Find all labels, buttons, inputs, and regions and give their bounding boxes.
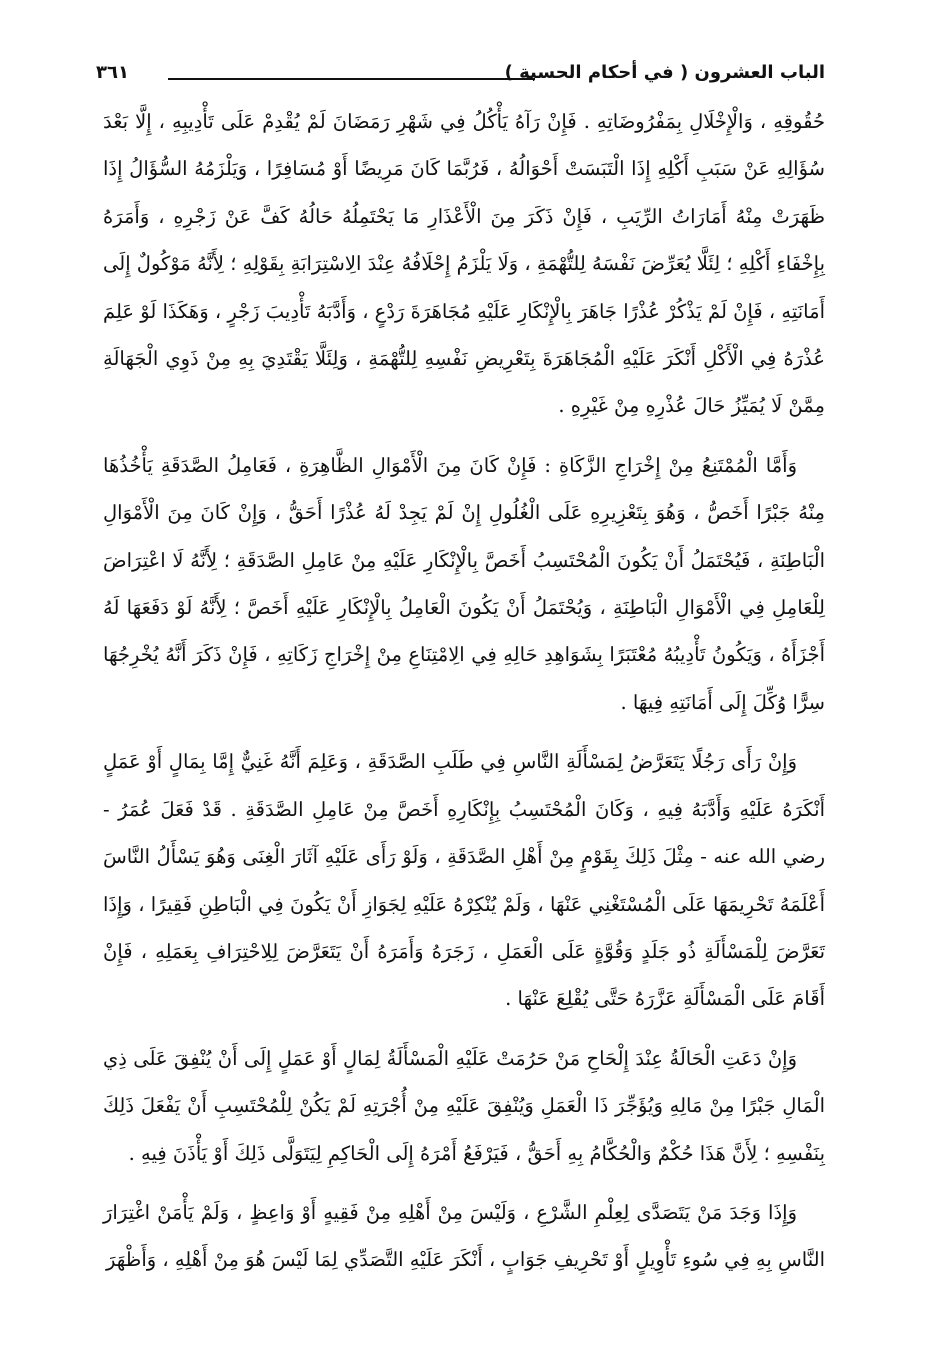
header-rule [168,78,535,80]
chapter-title: الباب العشرون ( في أحكام الحسبة ) [504,62,825,83]
page-number: ٣٦١ [96,62,129,83]
paragraph: وَإِنْ رَأَى رَجُلًا يَتَعَرَّضُ لِمَسْأَلَةِ النَّاسِ فِي طَلَبِ الصَّدَقَةِ ، وَعَلِمَ أَنَّهُ غَنِيٌّ إِمَّا بِمَالٍ أَوْ عَمَلٍ أَنْكَرَهُ عَلَيْهِ وَأَدَّبَهُ فِيهِ ، وَكَانَ الْمُحْتَسِبُ بِإِنْكَارِهِ أَخَصَّ مِنْ عَامِلِ الصَّدَقَةِ . قَدْ فَعَلَ عُمَرُ - رضي الله عنه - مِثْلَ ذَلِكَ بِقَوْمٍ مِنْ أَهْلِ الصَّدَقَةِ ، وَلَوْ رَأَى عَلَيْهِ آثَارَ الْغِنَى وَهُوَ يَسْأَلُ النَّاسَ أَعْلَمَهُ تَحْرِيمَهَا عَلَى الْمُسْتَغْنِي عَنْهَا ، وَلَمْ يُنْكِرْهُ عَلَيْهِ لِجَوَازِ أَنْ يَكُونَ فِي الْبَاطِنِ فَقِيرًا ، وَإِذَا تَعَرَّضَ لِلْمَسْأَلَةِ ذُو جَلَدٍ وَقُوَّةٍ عَلَى الْعَمَلِ ، زَجَرَهُ وَأَمَرَهُ أَنْ يَتَعَرَّضَ لِلِاحْتِرَافِ بِعَمَلِهِ ، فَإِنْ أَقَامَ عَلَى الْمَسْأَلَةِ عَزَّرَهُ حَتَّى يُقْلِعَ عَنْهَا . [103,750,825,1011]
page-header [96,58,825,98]
paragraph: حُقُوقِهِ ، وَالْإِخْلَالِ بِمَفْرُوضَاتِهِ . فَإِنْ رَآهُ يَأْكُلُ فِي شَهْرِ رَمَضَانَ لَمْ يُقْدِمْ عَلَى تَأْدِيبِهِ ، إِلَّا بَعْدَ سُؤَالِهِ عَنْ سَبَبِ أَكْلِهِ إِذَا الْتَبَسَتْ أَحْوَالُهُ ، فَرُبَّمَا كَانَ مَرِيضًا أَوْ مُسَافِرًا ، وَيَلْزَمُهُ السُّؤَالُ إِذَا ظَهَرَتْ مِنْهُ أَمَارَاتُ الرِّيَبِ ، فَإِنْ ذَكَرَ مِنَ الْأَعْذَارِ مَا يَحْتَمِلُهُ حَالُهُ كَفَّ عَنْ زَجْرِهِ ، وَأَمَرَهُ بِإِخْفَاءِ أَكْلِهِ ؛ لِئَلَّا يُعَرِّضَ نَفْسَهُ لِلتُّهْمَةِ ، وَلَا يَلْزَمُ إِحْلَافُهُ عِنْدَ الِاسْتِرَابَةِ بِقَوْلِهِ ؛ لِأَنَّهُ مَوْكُولٌ إِلَى أَمَانَتِهِ ، فَإِنْ لَمْ يَذْكُرْ عُذْرًا جَاهَرَ بِالْإِنْكَارِ عَلَيْهِ مُجَاهَرَةَ رَدْعٍ ، وَأَدَّبَهُ تَأْدِيبَ زَجْرٍ ، وَهَكَذَا لَوْ عَلِمَ عُذْرَهُ فِي الْأَكْلِ أَنْكَرَ عَلَيْهِ الْمُجَاهَرَةَ بِتَعْرِيضِ نَفْسِهِ لِلتُّهْمَةِ ، وَلِئَلَّا يَقْتَدِيَ بِهِ مِنْ ذَوِي الْجَهَالَةِ مِمَّنْ لَا يُمَيِّزُ حَالَ عُذْرِهِ مِنْ غَيْرِهِ . [103,110,825,418]
paragraph: وَإِنْ دَعَتِ الْحَالَةُ عِنْدَ إِلْحَاحِ مَنْ حَرُمَتْ عَلَيْهِ الْمَسْأَلَةُ لِمَالٍ أَوْ عَمَلٍ إِلَى أَنْ يُنْفِقَ عَلَى ذِي الْمَالِ جَبْرًا مِنْ مَالِهِ وَيُؤَجِّرَ ذَا الْعَمَلِ وَيُنْفِقَ عَلَيْهِ مِنْ أُجْرَتِهِ لَمْ يَكُنْ لِلْمُحْتَسِبِ أَنْ يَفْعَلَ ذَلِكَ بِنَفْسِهِ ؛ لِأَنَّ هَذَا حُكْمٌ وَالْحُكَّامُ بِهِ أَحَقُّ ، فَيَرْفَعُ أَمْرَهُ إِلَى الْحَاكِمِ لِيَتَوَلَّى ذَلِكَ أَوْ يَأْذَنَ فِيهِ . [103,1046,825,1165]
paragraph: وَأَمَّا الْمُمْتَنِعُ مِنْ إِخْرَاجِ الزَّكَاةِ : فَإِنْ كَانَ مِنَ الْأَمْوَالِ الظَّاهِرَةِ ، فَعَامِلُ الصَّدَقَةِ يَأْخُذُهَا مِنْهُ جَبْرًا أَخَصُّ ، وَهُوَ بِتَعْزِيرِهِ عَلَى الْغُلُولِ إِنْ لَمْ يَجِدْ لَهُ عُذْرًا أَحَقُّ ، وَإِنْ كَانَ مِنَ الْأَمْوَالِ الْبَاطِنَةِ ، فَيُحْتَمَلُ أَنْ يَكُونَ الْمُحْتَسِبُ أَخَصَّ بِالْإِنْكَارِ عَلَيْهِ مِنْ عَامِلِ الصَّدَقَةِ ؛ لِأَنَّهُ لَا اعْتِرَاضَ لِلْعَامِلِ فِي الْأَمْوَالِ الْبَاطِنَةِ ، وَيُحْتَمَلُ أَنْ يَكُونَ الْعَامِلُ بِالْإِنْكَارِ عَلَيْهِ أَخَصَّ ؛ لِأَنَّهُ لَوْ دَفَعَهَا لَهُ أَجْزَأَهُ ، وَيَكُونُ تَأْدِيبُهُ مُعْتَبَرًا بِشَوَاهِدِ حَالِهِ فِي الِامْتِنَاعِ مِنْ إِخْرَاجِ زَكَاتِهِ ، فَإِنْ ذَكَرَ أَنَّهُ يُخْرِجُهَا سِرًّا وُكِّلَ إِلَى أَمَانَتِهِ فِيهَا . [103,453,825,714]
paragraph: وَإِذَا وَجَدَ مَنْ يَتَصَدَّى لِعِلْمِ الشَّرْعِ ، وَلَيْسَ مِنْ أَهْلِهِ مِنْ فَقِيهٍ أَوْ وَاعِظٍ ، وَلَمْ يَأْمَنْ اغْتِرَارَ النَّاسِ بِهِ فِي سُوءِ تَأْوِيلٍ أَوْ تَحْرِيفِ جَوَابٍ ، أَنْكَرَ عَلَيْهِ التَّصَدِّي لِمَا لَيْسَ هُوَ مِنْ أَهْلِهِ ، وَأَظْهَرَ [103,1200,825,1272]
body-text [103,98,825,1296]
